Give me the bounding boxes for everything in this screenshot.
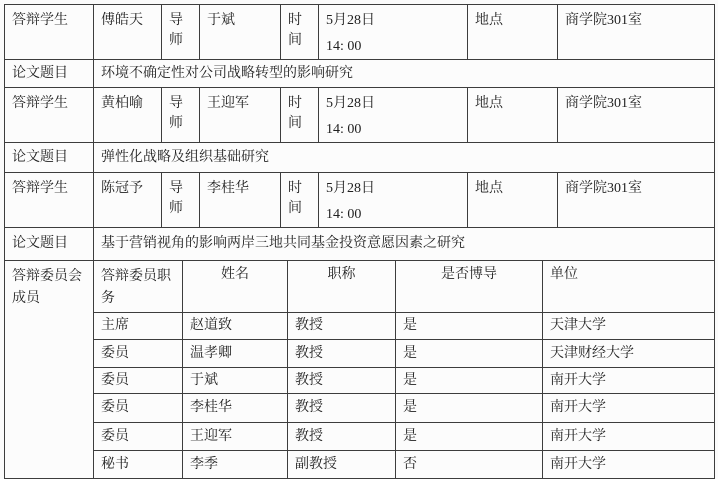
- advisor-name: 王迎军: [200, 88, 281, 143]
- committee-header-unit: 单位: [543, 261, 715, 313]
- committee-header-row: [5, 261, 715, 313]
- defense-schedule-table: [4, 4, 715, 479]
- thesis-title-row-2: [5, 143, 715, 173]
- member-doctoral: 是: [396, 313, 543, 340]
- thesis-title: 环境不确定性对公司战略转型的影响研究: [94, 60, 715, 88]
- thesis-label: 论文题目: [5, 60, 94, 88]
- member-doctoral: 否: [396, 451, 543, 479]
- thesis-title-row-3: [5, 228, 715, 261]
- member-doctoral: 是: [396, 394, 543, 423]
- time-date: 5月28日: [326, 96, 375, 111]
- member-role: 委员: [94, 368, 183, 394]
- thesis-title-row-1: [5, 60, 715, 88]
- member-title: 教授: [288, 313, 396, 340]
- thesis-title: 基于营销视角的影响两岸三地共同基金投资意愿因素之研究: [94, 228, 715, 261]
- advisor-name: 李桂华: [200, 173, 281, 228]
- committee-member-row: [5, 394, 715, 423]
- student-label: 答辩学生: [5, 5, 94, 60]
- student-row-3: [5, 173, 715, 228]
- member-unit: 南开大学: [543, 394, 715, 423]
- member-name: 王迎军: [183, 423, 288, 451]
- member-name: 李季: [183, 451, 288, 479]
- member-unit: 天津大学: [543, 313, 715, 340]
- student-name: 黄柏喻: [94, 88, 162, 143]
- member-role: 委员: [94, 340, 183, 368]
- location-value: 商学院301室: [558, 88, 715, 143]
- member-title: 教授: [288, 340, 396, 368]
- time-date: 5月28日: [326, 181, 375, 196]
- location-label: 地点: [468, 88, 558, 143]
- member-unit: 南开大学: [543, 451, 715, 479]
- student-name: 傅皓天: [94, 5, 162, 60]
- time-date: 5月28日: [326, 13, 375, 28]
- time-label: 时间: [281, 173, 319, 228]
- committee-section-label: 答辩委员会成员: [5, 261, 94, 479]
- time-label: 时间: [281, 88, 319, 143]
- member-title: 教授: [288, 423, 396, 451]
- committee-member-row: [5, 313, 715, 340]
- time-value: [319, 173, 468, 228]
- thesis-title: 弹性化战略及组织基础研究: [94, 143, 715, 173]
- member-name: 李桂华: [183, 394, 288, 423]
- student-name: 陈冠予: [94, 173, 162, 228]
- committee-member-row: [5, 423, 715, 451]
- committee-header-role: 答辩委员职务: [94, 261, 183, 313]
- member-title: 教授: [288, 394, 396, 423]
- member-name: 于斌: [183, 368, 288, 394]
- student-row-2: [5, 88, 715, 143]
- location-value: 商学院301室: [558, 173, 715, 228]
- committee-header-doctoral: 是否博导: [396, 261, 543, 313]
- member-title: 副教授: [288, 451, 396, 479]
- member-unit: 天津财经大学: [543, 340, 715, 368]
- location-label: 地点: [468, 173, 558, 228]
- time-value: [319, 5, 468, 60]
- time-label: 时间: [281, 5, 319, 60]
- thesis-label: 论文题目: [5, 228, 94, 261]
- member-unit: 南开大学: [543, 368, 715, 394]
- time-hour: 14: 00: [326, 207, 362, 222]
- advisor-label: 导师: [162, 88, 200, 143]
- member-doctoral: 是: [396, 423, 543, 451]
- location-label: 地点: [468, 5, 558, 60]
- advisor-label: 导师: [162, 5, 200, 60]
- member-name: 赵道致: [183, 313, 288, 340]
- student-row-1: [5, 5, 715, 60]
- student-label: 答辩学生: [5, 88, 94, 143]
- member-unit: 南开大学: [543, 423, 715, 451]
- committee-member-row: [5, 451, 715, 479]
- committee-header-title: 职称: [288, 261, 396, 313]
- time-hour: 14: 00: [326, 122, 362, 137]
- location-value: 商学院301室: [558, 5, 715, 60]
- member-doctoral: 是: [396, 340, 543, 368]
- time-value: [319, 88, 468, 143]
- advisor-label: 导师: [162, 173, 200, 228]
- member-title: 教授: [288, 368, 396, 394]
- advisor-name: 于斌: [200, 5, 281, 60]
- committee-header-name: 姓名: [183, 261, 288, 313]
- member-role: 委员: [94, 394, 183, 423]
- student-label: 答辩学生: [5, 173, 94, 228]
- committee-member-row: [5, 368, 715, 394]
- member-role: 主席: [94, 313, 183, 340]
- member-doctoral: 是: [396, 368, 543, 394]
- member-role: 委员: [94, 423, 183, 451]
- committee-member-row: [5, 340, 715, 368]
- member-name: 温孝卿: [183, 340, 288, 368]
- thesis-label: 论文题目: [5, 143, 94, 173]
- member-role: 秘书: [94, 451, 183, 479]
- time-hour: 14: 00: [326, 39, 362, 54]
